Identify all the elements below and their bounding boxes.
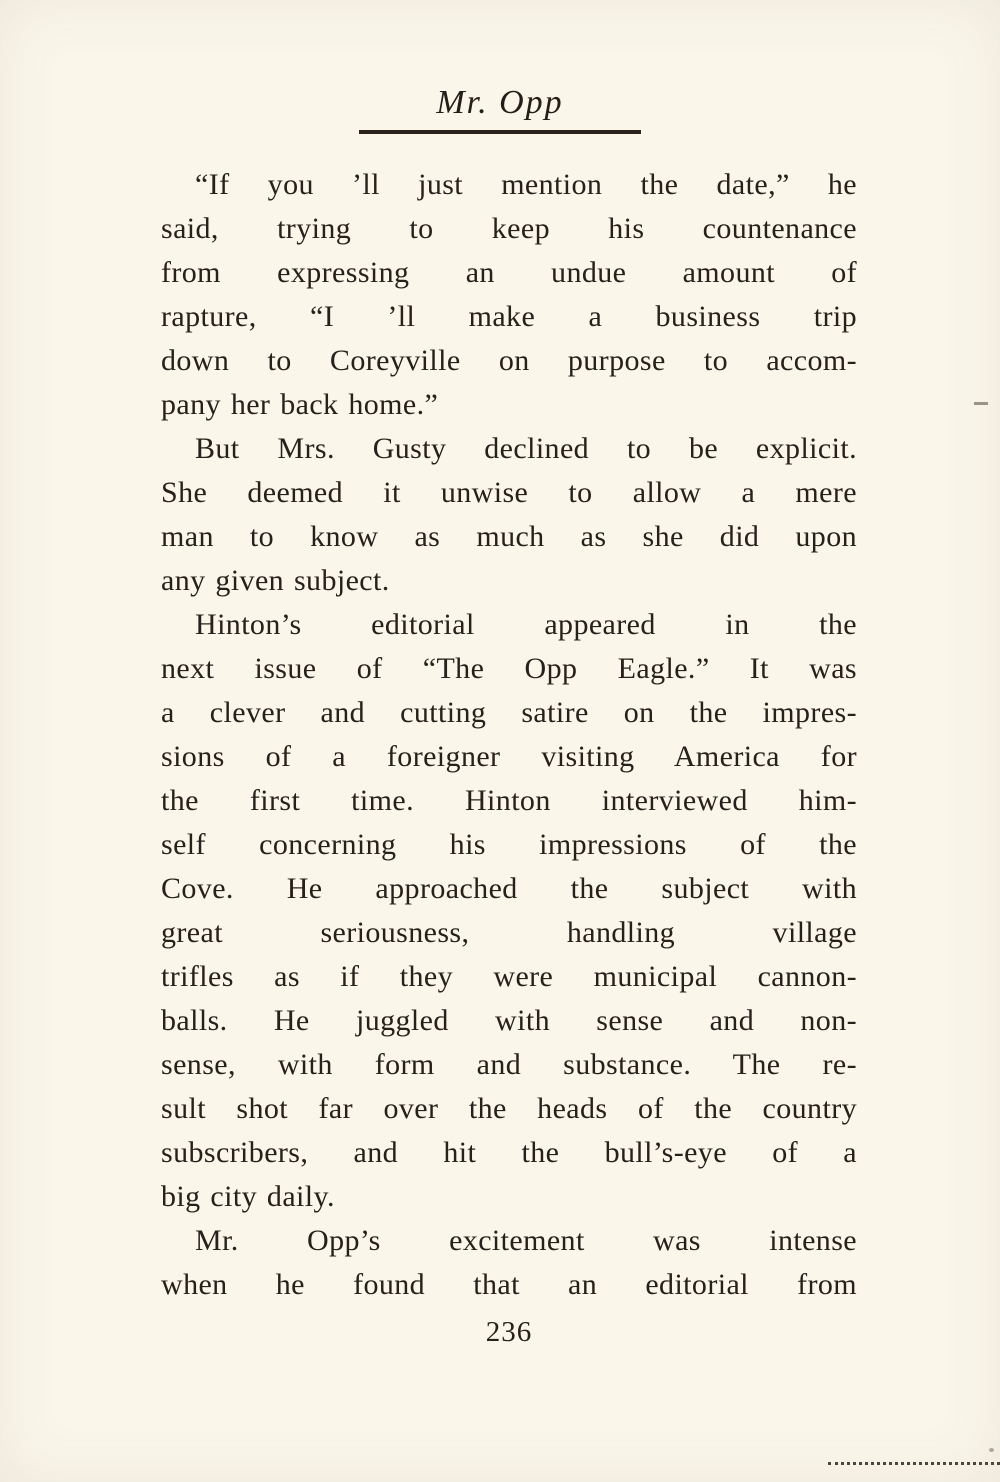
text-line: Hinton’s editorial appeared in the (195, 608, 857, 641)
text-line: from expressing an undue amount of (161, 256, 857, 289)
paragraph (161, 1219, 857, 1307)
text-line: great seriousness, handling village (161, 916, 857, 949)
paragraph (161, 603, 857, 1219)
text-line: balls. He juggled with sense and non- (161, 1004, 857, 1037)
text-line: down to Coreyville on purpose to accom- (161, 344, 857, 377)
scan-artifact-speck (989, 1448, 994, 1452)
page-number: 236 (485, 1316, 533, 1348)
paragraph (161, 163, 857, 427)
text-line: big city daily. (161, 1180, 335, 1213)
text-line: the first time. Hinton interviewed him- (161, 784, 857, 817)
text-line: man to know as much as she did upon (161, 520, 857, 553)
text-line: sense, with form and substance. The re- (161, 1048, 857, 1081)
text-line: “If you ’ll just mention the date,” he (195, 168, 857, 201)
text-line: Cove. He approached the subject with (161, 872, 857, 905)
page-body (161, 163, 857, 1307)
text-line: next issue of “The Opp Eagle.” It was (161, 652, 857, 685)
text-line: said, trying to keep his countenance (161, 212, 857, 245)
running-head (0, 84, 1000, 134)
text-line: pany her back home.” (161, 388, 439, 421)
paragraph (161, 427, 857, 603)
text-line: But Mrs. Gusty declined to be explicit. (195, 432, 857, 465)
text-line: Mr. Opp’s excitement was intense (195, 1224, 857, 1257)
scan-artifact-dash (974, 402, 988, 405)
page-title: Mr. Opp (436, 84, 564, 121)
scan-artifact-dotted-line (828, 1462, 1000, 1465)
header-rule (359, 130, 641, 134)
text-line: She deemed it unwise to allow a mere (161, 476, 857, 509)
text-line: sult shot far over the heads of the country (161, 1092, 857, 1125)
text-line: a clever and cutting satire on the impres- (161, 696, 857, 729)
text-line: subscribers, and hit the bull’s-eye of a (161, 1136, 857, 1169)
text-line: self concerning his impressions of the (161, 828, 857, 861)
text-line: rapture, “I ’ll make a business trip (161, 300, 857, 333)
text-line: sions of a foreigner visiting America for (161, 740, 857, 773)
text-line: trifles as if they were municipal cannon- (161, 960, 857, 993)
text-line: when he found that an editorial from (161, 1268, 857, 1301)
text-line: any given subject. (161, 564, 390, 597)
